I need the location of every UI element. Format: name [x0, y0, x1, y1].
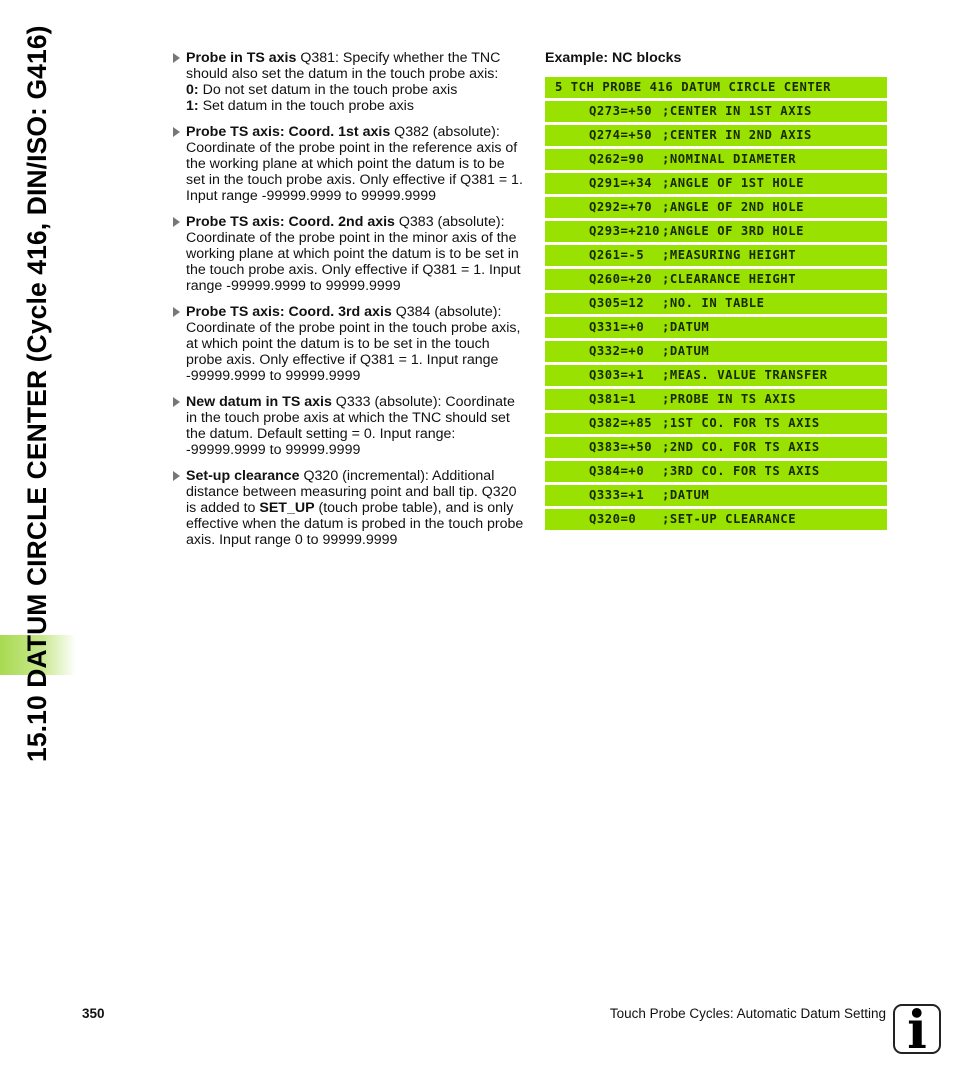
nc-block: [545, 149, 887, 170]
nc-comment: ;CENTER IN 2ND AXIS: [662, 128, 812, 142]
nc-block: [545, 293, 887, 314]
bullet-arrow-icon: [173, 471, 180, 481]
nc-block: [545, 461, 887, 482]
nc-param: Q293=+210: [589, 224, 660, 238]
parameter-desc: Q383 (absolute): Coordinate of the probe point in the minor axis of the working plane at which point the datum is to be set in the touch probe axis. Only effective if Q381 = 1. Input range -99999.9999 to 99999.9999: [186, 214, 521, 294]
bullet-arrow-icon: [173, 217, 180, 227]
nc-param: Q274=+50: [589, 128, 653, 142]
nc-block: [545, 317, 887, 338]
nc-param: Q320=0: [589, 512, 637, 526]
nc-block: [545, 269, 887, 290]
nc-block: [545, 413, 887, 434]
page-number: 350: [82, 1006, 105, 1021]
nc-comment: ;ANGLE OF 1ST HOLE: [662, 176, 804, 190]
parameter-desc: (touch probe table), and is only effective when the datum is probed in the touch probe axis. Input range 0 to 99999.9999: [186, 500, 524, 548]
nc-param: Q291=+34: [589, 176, 653, 190]
info-icon: [893, 1004, 941, 1054]
parameter-item: [172, 304, 524, 384]
parameter-desc: Q333 (absolute): Coordinate in the touch probe axis at which the TNC should set the datum. Default setting = 0. Input range: -99999.9999 to 99999.9999: [186, 394, 515, 458]
parameter-list: [172, 50, 524, 558]
nc-comment: ;3RD CO. FOR TS AXIS: [662, 464, 820, 478]
nc-block: [545, 509, 887, 530]
parameter-option: [186, 82, 524, 98]
nc-param: Q383=+50: [589, 440, 653, 454]
bullet-arrow-icon: [173, 53, 180, 63]
parameter-title: Probe TS axis: Coord. 2nd axis: [186, 214, 395, 230]
nc-comment: ;ANGLE OF 2ND HOLE: [662, 200, 804, 214]
nc-comment: ;CENTER IN 1ST AXIS: [662, 104, 812, 118]
nc-block: [545, 77, 887, 98]
parameter-item: [172, 394, 524, 458]
option-text: Set datum in the touch probe axis: [198, 98, 414, 114]
parameter-item: [172, 50, 524, 114]
nc-block: [545, 245, 887, 266]
nc-comment: ;MEASURING HEIGHT: [662, 248, 797, 262]
nc-param: Q381=1: [589, 392, 637, 406]
nc-block: [545, 173, 887, 194]
nc-param: Q332=+0: [589, 344, 645, 358]
example-section: [545, 50, 887, 533]
parameter-desc: Q381: Specify whether the TNC should also set the datum in the touch probe axis:: [186, 50, 501, 82]
parameter-desc: Q382 (absolute): Coordinate of the probe point in the reference axis of the working plane at which point the datum is to be set in the touch probe axis. Only effective if Q381 = 1. Input range -99999.9999 to 99999.9999: [186, 124, 523, 204]
nc-block: [545, 437, 887, 458]
parameter-desc: Q320 (incremental): Additional distance between measuring point and ball tip. Q320 is added to: [186, 468, 517, 516]
parameter-title: Probe in TS axis: [186, 50, 297, 66]
parameter-title: Probe TS axis: Coord. 3rd axis: [186, 304, 392, 320]
parameter-desc: Q384 (absolute): Coordinate of the probe point in the touch probe axis, at which point the datum is to be set in the touch probe axis. Only effective if Q381 = 1. Input range -99999.9999 to 99999.9999: [186, 304, 521, 384]
nc-comment: ;DATUM: [662, 344, 710, 358]
parameter-title: Probe TS axis: Coord. 1st axis: [186, 124, 391, 140]
nc-comment: ;NO. IN TABLE: [662, 296, 765, 310]
info-glyph: i: [907, 1004, 927, 1054]
nc-comment: ;SET-UP CLEARANCE: [662, 512, 797, 526]
bullet-arrow-icon: [173, 127, 180, 137]
nc-block: [545, 485, 887, 506]
parameter-item: [172, 468, 524, 548]
nc-block-text: 5 TCH PROBE 416 DATUM CIRCLE CENTER: [555, 80, 832, 94]
nc-comment: ;1ST CO. FOR TS AXIS: [662, 416, 820, 430]
parameter-desc-bold: SET_UP: [259, 500, 315, 516]
parameter-item: [172, 214, 524, 294]
nc-comment: ;NOMINAL DIAMETER: [662, 152, 797, 166]
nc-param: Q260=+20: [589, 272, 653, 286]
parameter-title: New datum in TS axis: [186, 394, 332, 410]
nc-comment: ;CLEARANCE HEIGHT: [662, 272, 797, 286]
parameter-title: Set-up clearance: [186, 468, 300, 484]
nc-comment: ;PROBE IN TS AXIS: [662, 392, 797, 406]
nc-param: Q292=+70: [589, 200, 653, 214]
nc-param: Q333=+1: [589, 488, 645, 502]
chapter-sidebar: [0, 0, 76, 780]
nc-block: [545, 365, 887, 386]
example-heading: Example: NC blocks: [545, 50, 682, 66]
bullet-arrow-icon: [173, 397, 180, 407]
nc-block: [545, 341, 887, 362]
nc-comment: ;MEAS. VALUE TRANSFER: [662, 368, 828, 382]
nc-block: [545, 101, 887, 122]
parameter-option: [186, 98, 524, 114]
option-text: Do not set datum in the touch probe axis: [198, 82, 458, 98]
nc-block: [545, 221, 887, 242]
nc-param: Q305=12: [589, 296, 645, 310]
parameter-item: [172, 124, 524, 204]
nc-block: [545, 197, 887, 218]
nc-block-list: [545, 101, 887, 530]
chapter-title: 15.10 DATUM CIRCLE CENTER (Cycle 416, DIN/ISO: G416): [22, 25, 52, 762]
nc-param: Q384=+0: [589, 464, 645, 478]
nc-comment: ;DATUM: [662, 488, 710, 502]
footer-title: Touch Probe Cycles: Automatic Datum Setting: [609, 1006, 886, 1021]
nc-param: Q303=+1: [589, 368, 645, 382]
nc-comment: ;2ND CO. FOR TS AXIS: [662, 440, 820, 454]
nc-comment: ;DATUM: [662, 320, 710, 334]
nc-comment: ;ANGLE OF 3RD HOLE: [662, 224, 804, 238]
option-key: 1:: [186, 98, 199, 114]
nc-param: Q262=90: [589, 152, 645, 166]
nc-param: Q331=+0: [589, 320, 645, 334]
nc-param: Q261=-5: [589, 248, 645, 262]
nc-param: Q382=+85: [589, 416, 653, 430]
option-key: 0:: [186, 82, 199, 98]
nc-param: Q273=+50: [589, 104, 653, 118]
nc-block: [545, 125, 887, 146]
nc-block: [545, 389, 887, 410]
bullet-arrow-icon: [173, 307, 180, 317]
